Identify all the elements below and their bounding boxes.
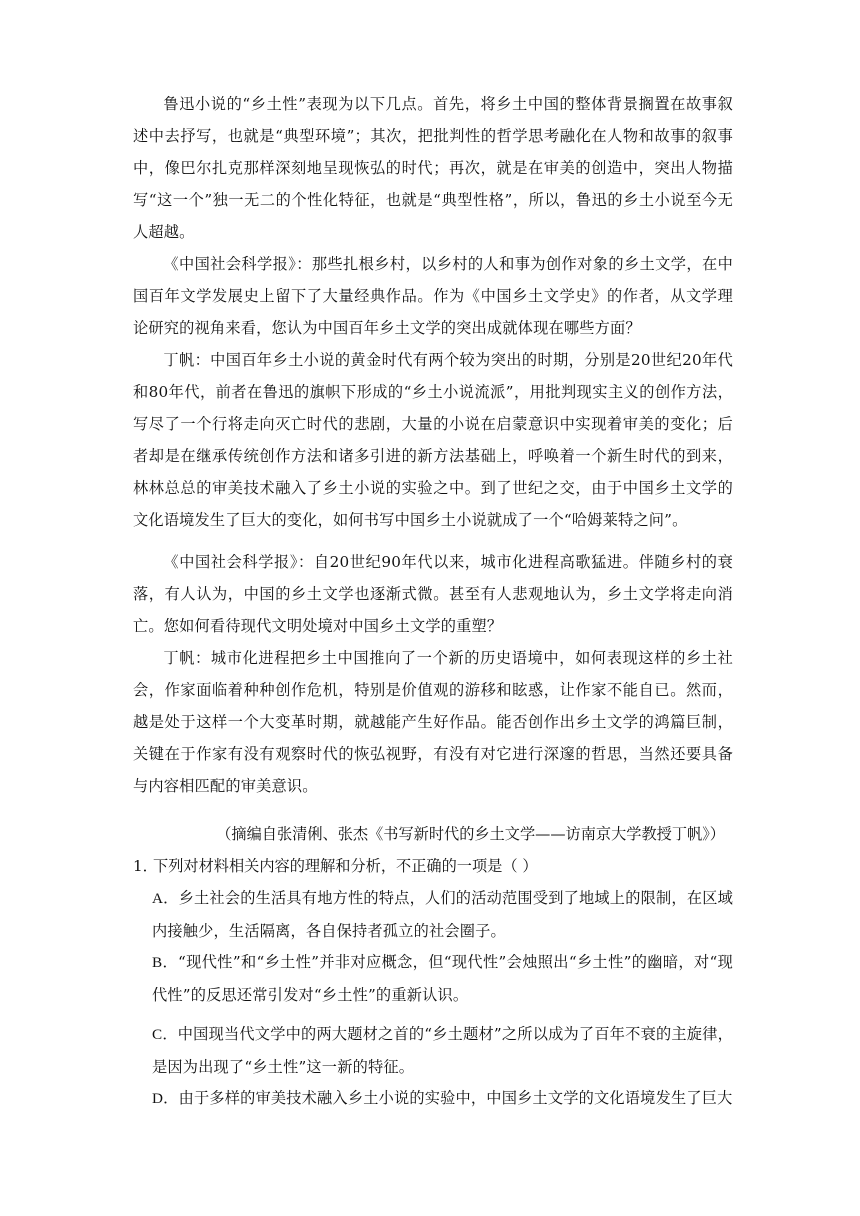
question-text: 下列对材料相关内容的理解和分析，不正确的一项是（ ） — [153, 857, 538, 875]
paragraph-interview-question-2: 《中国社会科学报》：自20世纪90年代以来，城市化进程高歌猛进。伴随乡村的衰落，有人认为，中国的乡土文学也逐渐式微。甚至有人悲观地认为，乡土文学将走向消亡。您如何看待现代文明处境对中国乡土文学的重塑？ — [133, 553, 733, 635]
paragraph-luxun-rurality: 鲁迅小说的“乡土性”表现为以下几点。首先，将乡土中国的整体背景搁置在故事叙述中去抒写，也就是“典型环境”；其次，把批判性的哲学思考融化在人物和故事的叙事中，像巴尔扎克那样深刻地呈现恢弘的时代；再次，就是在审美的创造中，突出人物描写“这一个”独一无二的个性化特征，也就是“典型性格”，所以，鲁迅的乡土小说至今无人超越。 — [133, 95, 733, 241]
option-b-text: “现代性”和“乡土性”并非对应概念，但“现代性”会烛照出“乡土性”的幽暗，对“现代性”的反思还常引发对“乡土性”的重新认识。 — [152, 953, 733, 1004]
paragraph-interview-question-1: 《中国社会科学报》：那些扎根乡村，以乡村的人和事为创作对象的乡土文学，在中国百年文学发展史上留下了大量经典作品。作为《中国乡土文学史》的作者，从文学理论研究的视角来看，您认为中国百年乡土文学的突出成就体现在哪些方面？ — [133, 255, 733, 337]
option-a-text: 乡土社会的生活具有地方性的特点，人们的活动范围受到了地域上的限制，在区域内接触少，生活隔离，各自保持者孤立的社会圈子。 — [152, 889, 734, 940]
question-stem — [133, 850, 733, 882]
option-d — [152, 1082, 733, 1115]
option-b-letter: B． — [152, 954, 179, 971]
option-d-text: 由于多样的审美技术融入乡土小说的实验中，中国乡土文学的文化语境发生了巨大 — [178, 1089, 733, 1107]
option-a-letter: A． — [152, 890, 179, 907]
option-c — [152, 1018, 733, 1083]
option-a — [152, 882, 733, 947]
question-number: 1． — [133, 857, 158, 875]
source-citation: （摘编自张清俐、张杰《书写新时代的乡土文学——访南京大学教授丁帆》） — [216, 825, 725, 843]
paragraph-dingfan-answer-1: 丁帆：中国百年乡土小说的黄金时代有两个较为突出的时期，分别是20世纪20年代和80年代，前者在鲁迅的旗帜下形成的“乡土小说流派”，用批判现实主义的创作方法，写尽了一个行将走向灭亡时代的悲剧，大量的小说在启蒙意识中实现着审美的变化；后者却是在继承传统创作方法和诸多引进的新方法基础上，呼唤着一个新生时代的到来，林林总总的审美技术融入了乡土小说的实验之中。到了世纪之交，由于中国乡土文学的文化语境发生了巨大的变化，如何书写中国乡土小说就成了一个“哈姆莱特之问”。 — [133, 351, 733, 529]
paragraph-dingfan-answer-2: 丁帆：城市化进程把乡土中国推向了一个新的历史语境中，如何表现这样的乡土社会，作家面临着种种创作危机，特别是价值观的游移和眩惑，让作家不能自已。然而，越是处于这样一个大变革时期，就越能产生好作品。能否创作出乡土文学的鸿篇巨制，关键在于作家有没有观察时代的恢弘视野，有没有对它进行深邃的哲思，当然还要具备与内容相匹配的审美意识。 — [133, 649, 733, 795]
option-c-letter: C． — [152, 1026, 178, 1043]
option-d-letter: D． — [152, 1090, 179, 1107]
option-b — [152, 946, 733, 1011]
option-c-text: 中国现当代文学中的两大题材之首的“乡土题材”之所以成为了百年不衰的主旋律，是因为出现了“乡土性”这一新的特征。 — [152, 1025, 733, 1076]
